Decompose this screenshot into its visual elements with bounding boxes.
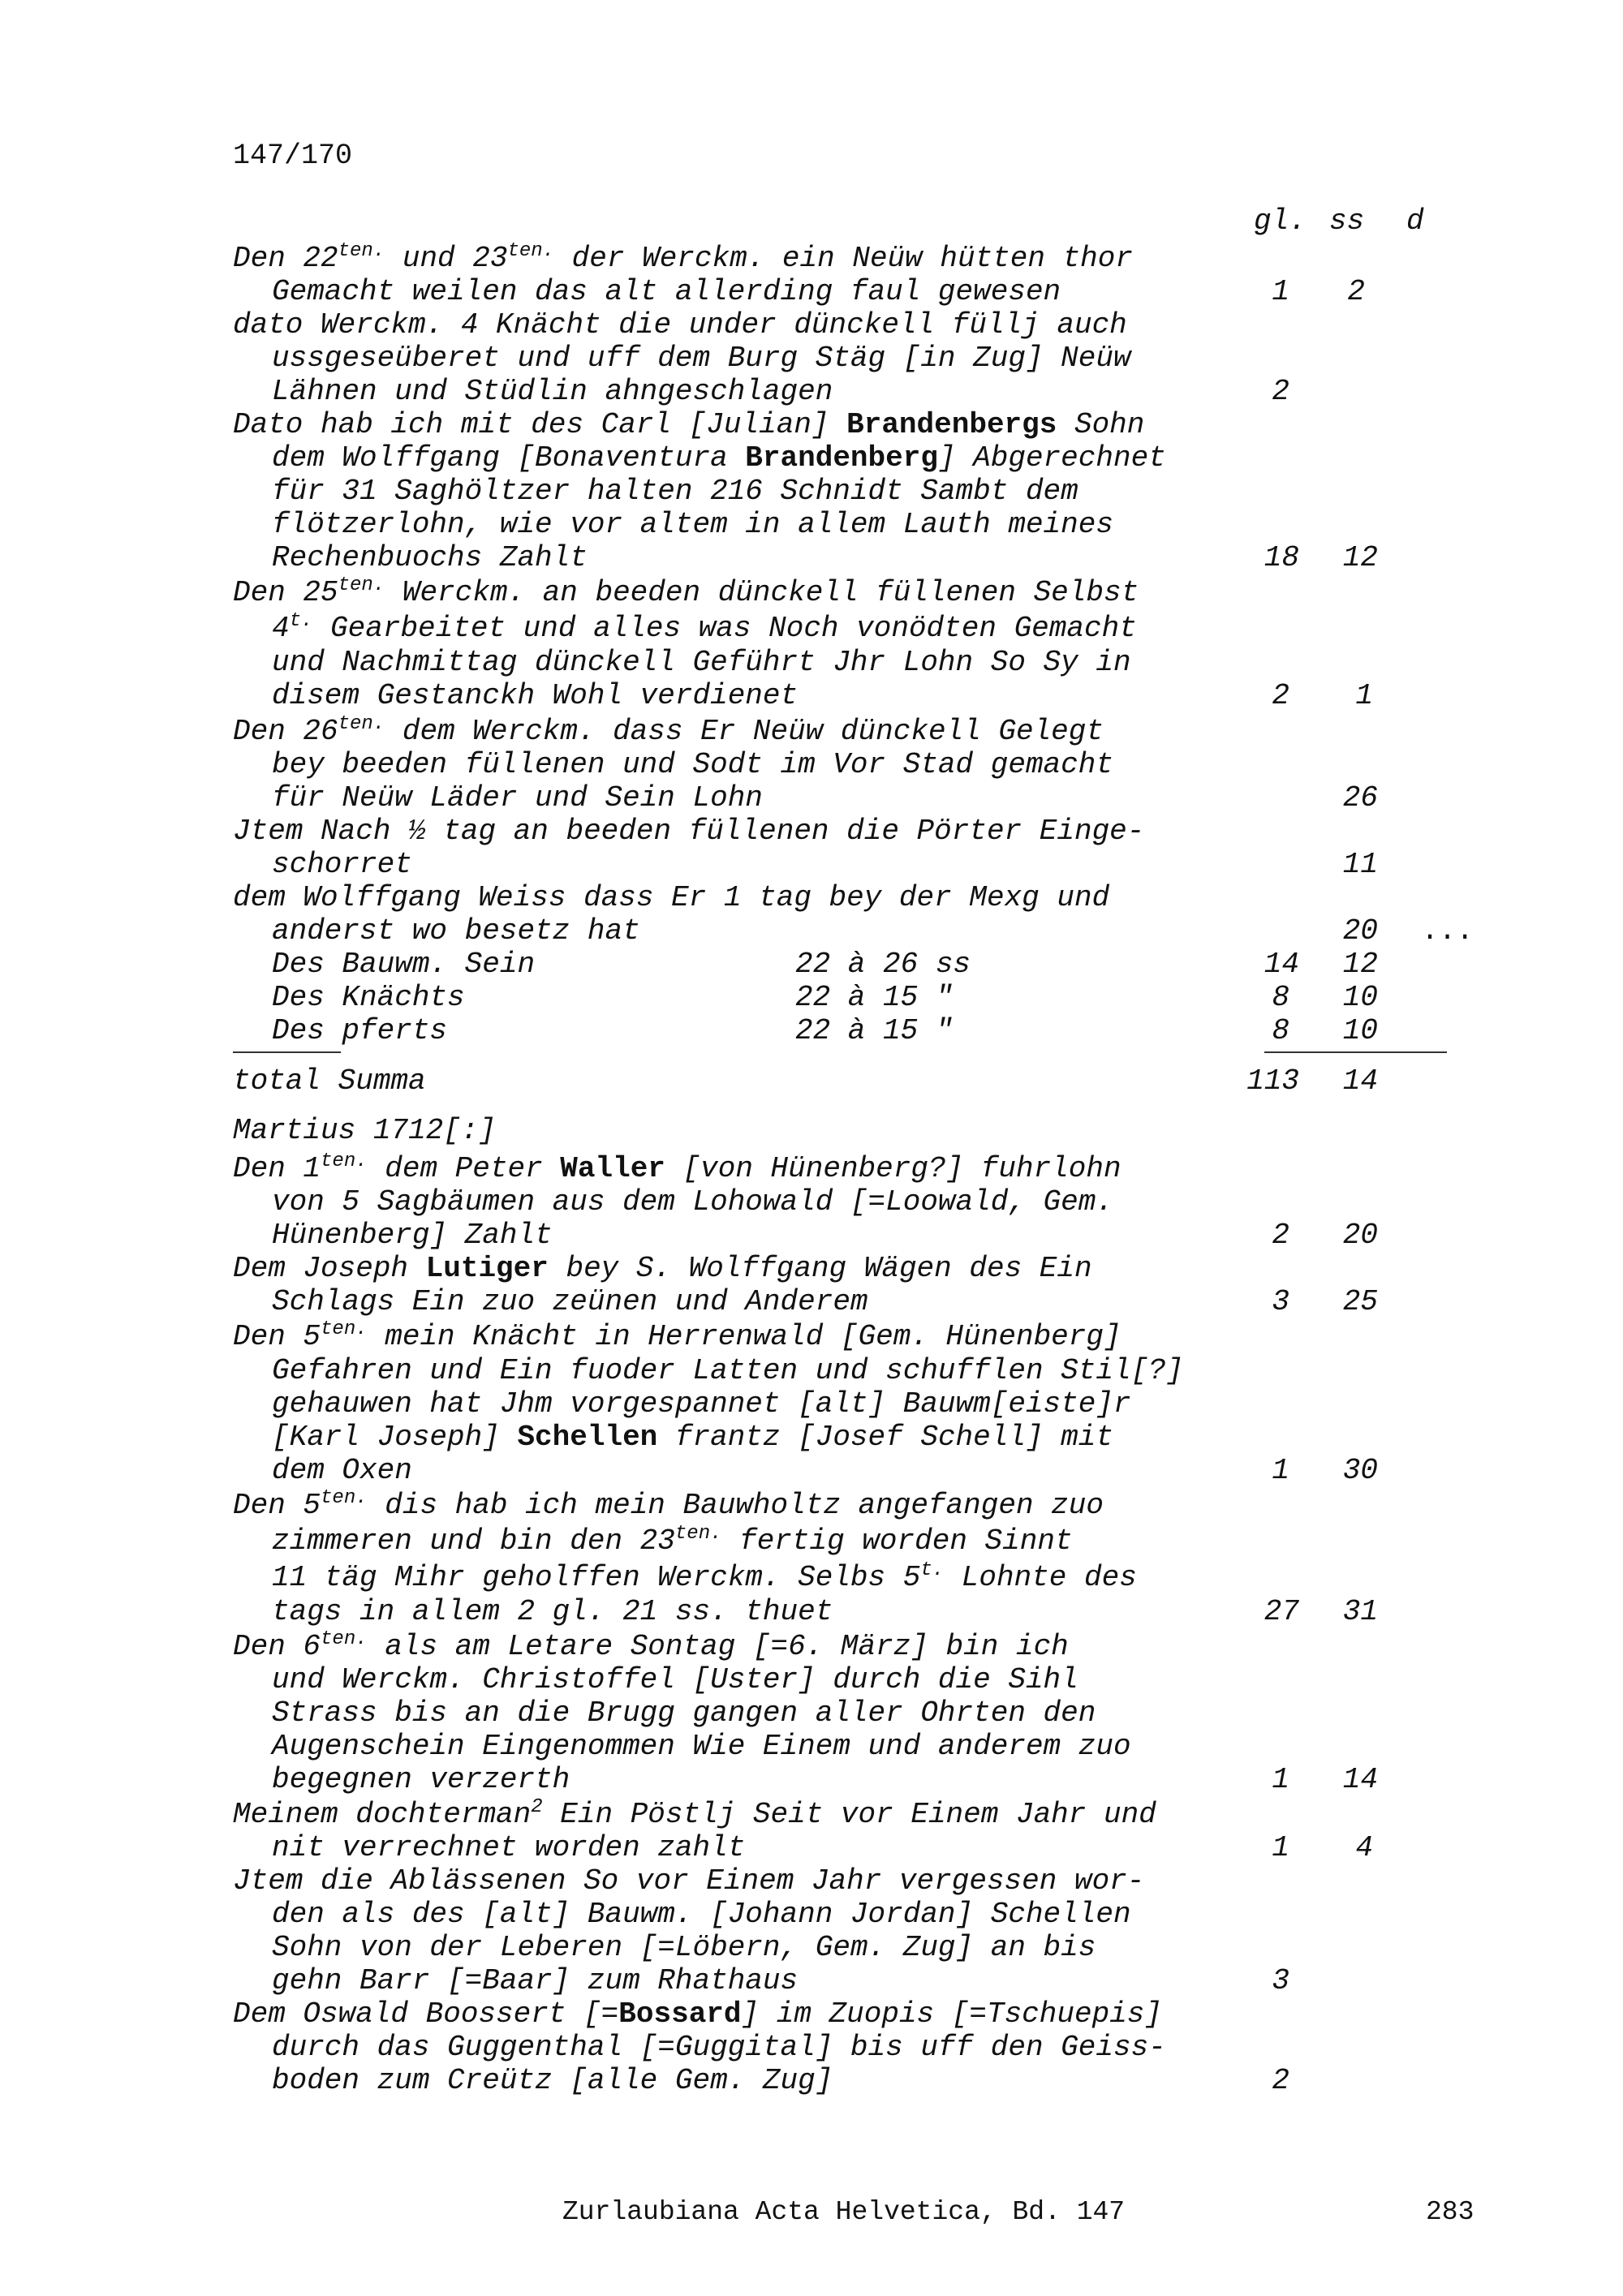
ledger-line: [0, 1524, 1623, 1557]
amount-gl: 1: [1272, 1831, 1289, 1864]
ledger-line: [0, 441, 1623, 474]
entry-text: Jtem Nach ½ tag an beeden füllenen die Pörter Einge-: [233, 815, 1145, 848]
amount-gl: 1: [1272, 1763, 1289, 1796]
entry-text: Gefahren und Ein fuoder Latten und schufflen Stil[?]: [272, 1354, 1184, 1387]
amount-gl: 2: [1272, 375, 1289, 408]
entry-text: Dem Oswald Boossert [=Bossard] im Zuopis [=Tschuepis]: [233, 1997, 1162, 2031]
entry-text: total Summa: [233, 1064, 426, 1098]
ledger-line: [0, 1561, 1623, 1593]
amount-gl: 8: [1272, 981, 1289, 1014]
entry-rate: 22 à 26 ss: [795, 948, 971, 981]
entry-text: Martius 1712[:]: [233, 1114, 497, 1147]
ledger-line: [0, 1931, 1623, 1963]
ledger-line: [0, 1219, 1623, 1251]
ledger-line: [0, 2031, 1623, 2063]
entry-text: Den $5^{ten.}$ dis hab ich mein Bauwholtz angefangen zuo: [233, 1487, 1104, 1522]
amount-ss: 10: [1342, 981, 1378, 1014]
amount-gl: 2: [1272, 2064, 1289, 2097]
entry-text: Den $25^{ten.}$ Werckm. an beeden dünckell füllenen Selbst: [233, 574, 1139, 609]
ledger-line: [0, 1730, 1623, 1762]
ledger-line: [0, 1387, 1623, 1420]
entry-text: schorret: [272, 848, 412, 881]
amount-gl: 18: [1264, 541, 1299, 574]
entry-text: Meinem dochterman$^2$ Ein Pöstlj Seit vor Einem Jahr und: [233, 1796, 1156, 1831]
entry-text: disem Gestanckh Wohl verdienet: [272, 679, 799, 712]
ledger-line: [0, 408, 1623, 441]
sum-rule-left: [233, 1051, 341, 1053]
amount-ss: 30: [1342, 1454, 1378, 1487]
amount-gl: 2: [1272, 679, 1289, 712]
entry-text: Den $26^{ten.}$ dem Werckm. dass Er Neüw dünckell Gelegt: [233, 713, 1104, 748]
amount-gl: 27: [1264, 1595, 1299, 1628]
entry-rate: 22 à 15 ": [795, 1014, 954, 1047]
ledger-line: [0, 342, 1623, 374]
entry-text: boden zum Creütz [alle Gem. Zug]: [272, 2064, 833, 2097]
ledger-line: [0, 679, 1623, 712]
month-heading: [0, 1114, 1623, 1146]
amount-ss: 4: [1355, 1831, 1373, 1864]
amount-ss: 31: [1342, 1595, 1378, 1628]
entry-text: 11 täg Mihr geholffen Werckm. Selbs $5^{t.}$ Lohnte des: [272, 1559, 1137, 1594]
ledger-line: [0, 1285, 1623, 1318]
ledger-line: [0, 1454, 1623, 1486]
entry-text: Strass bis an die Brugg gangen aller Ohrten den: [272, 1696, 1096, 1730]
amount-gl: 113: [1246, 1064, 1299, 1098]
amount-ss: 10: [1342, 1014, 1378, 1047]
entry-text: Gemacht weilen das alt allerding faul gewesen: [272, 275, 1061, 308]
entry-text: [Karl Joseph] Schellen frantz [Josef Schell] mit: [272, 1421, 1113, 1454]
ledger-line: [0, 475, 1623, 507]
entry-text: für Neüw Läder und Sein Lohn: [272, 781, 763, 815]
amount-gl: 8: [1272, 1014, 1289, 1047]
ledger-line: [0, 1185, 1623, 1218]
amount-gl: 14: [1264, 948, 1299, 981]
entry-text: für 31 Saghöltzer halten 216 Schnidt Sambt dem: [272, 475, 1078, 508]
ledger-line: [0, 815, 1623, 847]
ledger-line: [0, 981, 1623, 1013]
ledger-line: [0, 1798, 1623, 1830]
entry-text: dem Wolffgang [Bonaventura Brandenberg] Abgerechnet: [272, 441, 1166, 475]
entry-text: Den $1^{ten.}$ dem Peter Waller [von Hünenberg?] fuhrlohn: [233, 1150, 1121, 1185]
ledger-line: [0, 1014, 1623, 1047]
entry-text: Rechenbuochs Zahlt: [272, 541, 588, 574]
entry-text: begegnen verzerth: [272, 1763, 570, 1796]
amount-ss: 20: [1342, 914, 1378, 948]
entry-text: Augenschein Eingenommen Wie Einem und anderem zuo: [272, 1730, 1131, 1763]
entry-text: gehn Barr [=Baar] zum Rhathaus: [272, 1964, 799, 1997]
entry-text: Den $22^{ten.}$ und $23^{ten.}$ der Werckm. ein Neüw hütten thor: [233, 240, 1133, 275]
column-header-gl: gl.: [1254, 204, 1307, 238]
entry-text: dem Wolffgang Weiss dass Er 1 tag bey der Mexg und: [233, 881, 1110, 914]
ellipsis-mark: ...: [1421, 914, 1474, 948]
footer-title: Zurlaubiana Acta Helvetica, Bd. 147: [562, 2197, 1126, 2227]
amount-ss: 11: [1342, 848, 1378, 881]
entry-text: Dem Joseph Lutiger bey S. Wolffgang Wägen des Ein: [233, 1252, 1092, 1285]
entry-text: Sohn von der Leberen [=Löbern, Gem. Zug] an bis: [272, 1931, 1096, 1964]
ledger-line: [0, 308, 1623, 341]
entry-text: ussgeseüberet und uff dem Burg Stäg [in Zug] Neüw: [272, 342, 1131, 375]
ledger-line: [0, 1997, 1623, 2030]
amount-ss: 26: [1342, 781, 1378, 815]
ledger-line: [0, 576, 1623, 608]
entry-text: Schlags Ein zuo zeünen und Anderem: [272, 1285, 868, 1318]
ledger-line: [0, 748, 1623, 780]
amount-ss: 12: [1342, 541, 1378, 574]
ledger-line: [0, 612, 1623, 644]
ledger-line: [0, 1864, 1623, 1897]
ledger-line: [0, 881, 1623, 914]
entry-text: durch das Guggenthal [=Guggital] bis uff den Geiss-: [272, 2031, 1166, 2064]
entry-text: Des pferts: [272, 1014, 448, 1047]
amount-ss: 20: [1342, 1219, 1378, 1252]
amount-ss: 1: [1355, 679, 1373, 712]
amount-ss: 2: [1347, 275, 1365, 308]
ledger-line: [0, 1630, 1623, 1662]
ledger-line: [0, 715, 1623, 747]
ledger-line: [0, 1831, 1623, 1864]
ledger-line-total: [0, 1064, 1623, 1097]
entry-text: gehauwen hat Jhm vorgespannet [alt] Bauwm[eiste]r: [272, 1387, 1131, 1421]
entry-text: Den $5^{ten.}$ mein Knächt in Herrenwald [Gem. Hünenberg]: [233, 1318, 1121, 1353]
entry-text: flötzerlohn, wie vor altem in allem Lauth meines: [272, 508, 1113, 541]
sum-rule-right: [1264, 1051, 1447, 1053]
amount-gl: 3: [1272, 1285, 1289, 1318]
entry-text: nit verrechnet worden zahlt: [272, 1831, 746, 1864]
entry-text: und Werckm. Christoffel [Uster] durch die Sihl: [272, 1663, 1078, 1696]
ledger-line: [0, 1421, 1623, 1453]
entry-text: und Nachmittag dünckell Geführt Jhr Lohn So Sy in: [272, 646, 1131, 679]
ledger-line: [0, 275, 1623, 307]
amount-gl: 3: [1272, 1964, 1289, 1997]
ledger-line: [0, 375, 1623, 407]
ledger-line: [0, 1320, 1623, 1352]
entry-text: den als des [alt] Bauwm. [Johann Jordan] Schellen: [272, 1898, 1131, 1931]
entry-text: Lähnen und Stüdlin ahngeschlagen: [272, 375, 833, 408]
ledger-line: [0, 1663, 1623, 1696]
ledger-line: [0, 848, 1623, 880]
ledger-line: [0, 541, 1623, 574]
entry-text: Hünenberg] Zahlt: [272, 1219, 553, 1252]
ledger-line: [0, 1252, 1623, 1284]
amount-gl: 1: [1272, 1454, 1289, 1487]
column-header-d: d: [1406, 204, 1424, 238]
entry-text: dem Oxen: [272, 1454, 412, 1487]
ledger-line: [0, 948, 1623, 980]
column-header-ss: ss: [1329, 204, 1365, 238]
entry-text: bey beeden füllenen und Sodt im Vor Stad gemacht: [272, 748, 1113, 781]
entry-text: dato Werckm. 4 Knächt die under dünckell füllj auch: [233, 308, 1127, 342]
ledger-line: [0, 508, 1623, 540]
entry-text: Des Bauwm. Sein: [272, 948, 536, 981]
entry-text: Dato hab ich mit des Carl [Julian] Brandenbergs Sohn: [233, 408, 1145, 441]
ledger-line: [0, 1964, 1623, 1997]
ledger-line: [0, 914, 1623, 947]
amount-gl: 1: [1272, 275, 1289, 308]
entry-text: tags in allem 2 gl. 21 ss. thuet: [272, 1595, 833, 1628]
amount-ss: 12: [1342, 948, 1378, 981]
ledger-line: [0, 1489, 1623, 1521]
ledger-line: [0, 646, 1623, 678]
amount-gl: 2: [1272, 1219, 1289, 1252]
entry-text: Den $6^{ten.}$ als am Letare Sontag [=6. März] bin ich: [233, 1628, 1069, 1663]
ledger-line: [0, 1763, 1623, 1795]
ledger-line: [0, 2064, 1623, 2096]
amount-ss: 25: [1342, 1285, 1378, 1318]
entry-text: Jtem die Ablässenen So vor Einem Jahr vergessen wor-: [233, 1864, 1145, 1898]
footer-page-number: 283: [1426, 2197, 1474, 2227]
ledger-line: [0, 1898, 1623, 1930]
amount-ss: 14: [1342, 1064, 1378, 1098]
ledger-line: [0, 1595, 1623, 1627]
entry-text: von 5 Sagbäumen aus dem Lohowald [=Loowald, Gem.: [272, 1185, 1113, 1219]
amount-ss: 14: [1342, 1763, 1378, 1796]
ledger-line: [0, 781, 1623, 814]
entry-text: $4^{t.}$ Gearbeitet und alles was Noch vonödten Gemacht: [272, 610, 1137, 645]
ledger-line: [0, 1696, 1623, 1729]
page-reference: 147/170: [233, 140, 353, 172]
ledger-line: [0, 242, 1623, 274]
entry-text: zimmeren und bin den $23^{ten.}$ fertig worden Sinnt: [272, 1523, 1073, 1558]
ledger-line: [0, 1152, 1623, 1185]
entry-text: Des Knächts: [272, 981, 465, 1014]
entry-rate: 22 à 15 ": [795, 981, 954, 1014]
entry-text: anderst wo besetz hat: [272, 914, 640, 948]
ledger-line: [0, 1354, 1623, 1387]
